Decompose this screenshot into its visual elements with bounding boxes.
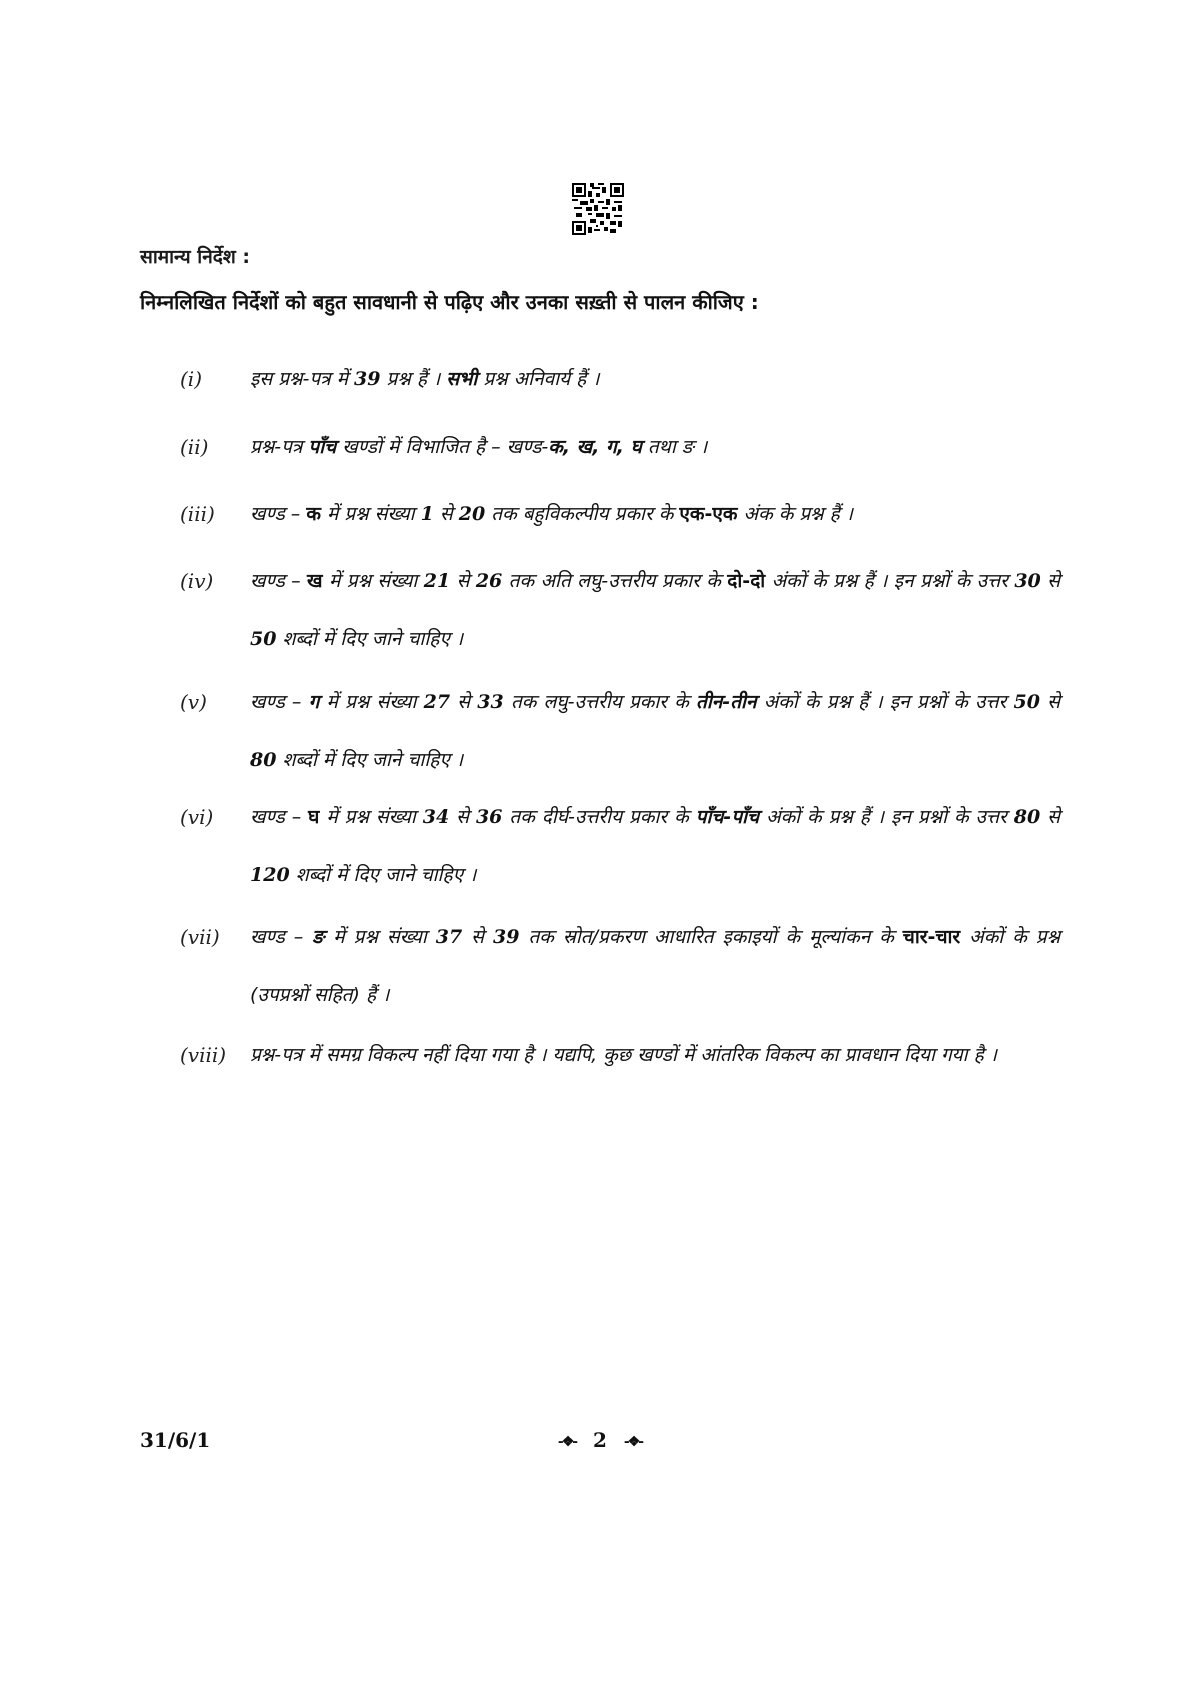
text-segment: में प्रश्न संख्या	[324, 926, 436, 948]
text-segment: घ	[308, 806, 320, 828]
instruction-item	[180, 418, 1060, 476]
numeric-value: 39	[493, 926, 520, 948]
numeric-value: 36	[475, 806, 503, 828]
text-segment: पाँच	[308, 436, 337, 458]
text-segment: अंकों के प्रश्न हैं । इन प्रश्नों के उत्तर	[756, 691, 1014, 713]
text-segment: में प्रश्न संख्या	[319, 806, 423, 828]
instructions-subheading: निम्नलिखित निर्देशों को बहुत सावधानी से पढ़िए और उनका सख़्ती से पालन कीजिए :	[140, 290, 759, 314]
text-segment: क, ख, ग, घ	[548, 436, 642, 458]
numeric-value: 26	[475, 570, 503, 592]
text-segment: से	[449, 806, 476, 828]
qr-code-icon	[572, 183, 624, 235]
text-segment: ग	[308, 691, 320, 713]
text-segment: तीन-तीन	[696, 691, 757, 713]
general-instructions-heading: सामान्य निर्देश :	[140, 246, 250, 268]
numeric-value: 50	[1013, 691, 1040, 713]
text-segment: दो-दो	[727, 570, 766, 592]
text-segment: शब्दों में दिए जाने चाहिए ।	[276, 628, 464, 650]
paper-code: 31/6/1	[140, 1428, 211, 1452]
numeric-value: 20	[458, 503, 486, 525]
text-segment: अंकों के प्रश्न हैं । इन प्रश्नों के उत्तर	[759, 806, 1014, 828]
text-segment: से	[1039, 691, 1061, 713]
text-segment: इस प्रश्न-पत्र में	[250, 368, 355, 390]
instruction-text	[250, 788, 1060, 904]
text-segment: खण्डों में विभाजित है – खण्ड-	[336, 436, 549, 458]
text-segment: अंक के प्रश्न हैं ।	[737, 503, 853, 525]
numeric-value: 37	[435, 926, 463, 948]
instruction-item	[180, 350, 1060, 408]
instruction-item	[180, 788, 1060, 904]
instruction-text	[250, 673, 1060, 789]
numeric-value: 33	[477, 691, 504, 713]
text-segment: से	[1040, 570, 1061, 592]
numeric-value: 50	[250, 628, 277, 650]
text-segment: खण्ड –	[250, 806, 309, 828]
instruction-number: (vii)	[180, 925, 220, 949]
instruction-number: (iv)	[180, 569, 214, 593]
instruction-number: (i)	[180, 367, 203, 391]
numeric-value: 39	[354, 368, 381, 390]
ornament-right-icon: -❖-	[623, 1433, 643, 1450]
text-segment: ।	[693, 436, 708, 458]
numeric-value: 120	[250, 864, 290, 886]
instruction-text	[250, 350, 1060, 408]
instruction-text	[250, 552, 1060, 668]
instruction-text	[250, 418, 1060, 476]
text-segment: से	[462, 926, 494, 948]
text-segment: प्रश्न-पत्र	[250, 436, 309, 458]
instruction-number: (ii)	[180, 435, 209, 459]
instruction-number: (vi)	[180, 805, 214, 829]
instruction-item	[180, 552, 1060, 668]
text-segment: शब्दों में दिए जाने चाहिए ।	[289, 864, 477, 886]
instruction-item	[180, 485, 1060, 543]
text-segment: में प्रश्न संख्या	[322, 570, 424, 592]
instruction-item	[180, 673, 1060, 789]
ornament-left-icon: -❖-	[557, 1433, 577, 1450]
text-segment: सभी	[446, 368, 478, 390]
instruction-number: (viii)	[180, 1043, 227, 1067]
numeric-value: 80	[1013, 806, 1041, 828]
instruction-item	[180, 1026, 1060, 1084]
instruction-text	[250, 485, 1060, 543]
text-segment: अंकों के प्रश्न हैं । इन प्रश्नों के उत्तर	[765, 570, 1015, 592]
text-segment: एक-एक	[679, 503, 738, 525]
text-segment: अंकों के प्रश्न (उपप्रश्नों सहित) हैं ।	[250, 926, 1061, 1006]
text-segment: खण्ड –	[250, 691, 309, 713]
text-segment: ङ	[681, 436, 694, 458]
numeric-value: 80	[250, 749, 277, 771]
page-number-block	[540, 1428, 660, 1452]
numeric-value: 1	[420, 503, 434, 525]
text-segment: ख	[307, 570, 323, 592]
instruction-text	[250, 1026, 1060, 1084]
text-segment: क	[306, 503, 321, 525]
instruction-item	[180, 908, 1060, 1024]
text-segment: ङ	[312, 926, 325, 948]
text-segment: चार-चार	[902, 926, 961, 948]
text-segment: खण्ड –	[250, 503, 307, 525]
numeric-value: 27	[423, 691, 451, 713]
instruction-number: (iii)	[180, 502, 215, 526]
text-segment: तक बहुविकल्पीय प्रकार के	[485, 503, 680, 525]
text-segment: प्रश्न हैं ।	[380, 368, 447, 390]
text-segment: तक दीर्घ-उत्तरीय प्रकार के	[502, 806, 696, 828]
text-segment: पाँच-पाँच	[695, 806, 760, 828]
text-segment: में प्रश्न संख्या	[320, 503, 421, 525]
text-segment: तथा	[641, 436, 682, 458]
page-number: 2	[593, 1428, 607, 1452]
text-segment: प्रश्न अनिवार्य हैं ।	[477, 368, 600, 390]
text-segment: प्रश्न-पत्र में समग्र विकल्प नहीं दिया गया है । यद्यपि, कुछ खण्डों में आंतरिक विकल्प का प्रावधान दिया गया है ।	[250, 1044, 997, 1066]
numeric-value: 30	[1014, 570, 1041, 592]
instruction-number: (v)	[180, 690, 207, 714]
text-segment: से	[450, 691, 478, 713]
text-segment: से	[1040, 806, 1061, 828]
text-segment: तक स्रोत/प्रकरण आधारित इकाइयों के मूल्यांकन के	[519, 926, 903, 948]
text-segment: तक अति लघु-उत्तरीय प्रकार के	[502, 570, 728, 592]
text-segment: खण्ड –	[250, 570, 308, 592]
text-segment: तक लघु-उत्तरीय प्रकार के	[503, 691, 697, 713]
instruction-text	[250, 908, 1060, 1024]
text-segment: शब्दों में दिए जाने चाहिए ।	[276, 749, 464, 771]
text-segment: से	[450, 570, 476, 592]
text-segment: खण्ड –	[250, 926, 313, 948]
numeric-value: 34	[422, 806, 450, 828]
numeric-value: 21	[423, 570, 451, 592]
text-segment: से	[433, 503, 459, 525]
text-segment: में प्रश्न संख्या	[319, 691, 424, 713]
